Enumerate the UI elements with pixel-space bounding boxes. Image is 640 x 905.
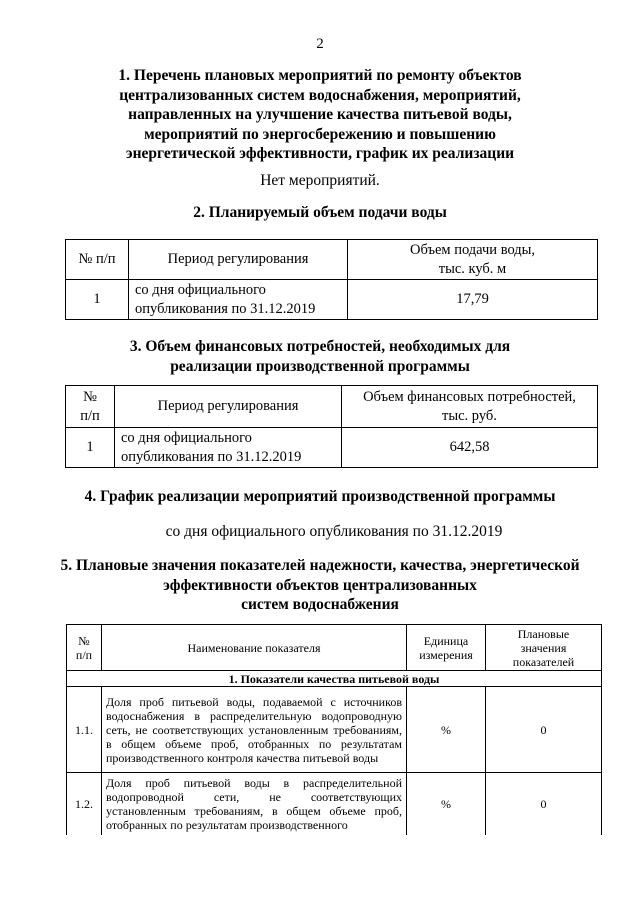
table-header-row [66,386,598,428]
header-num-line: п/п [80,407,100,424]
row-period [129,280,348,320]
row-value: 17,79 [348,280,598,320]
table-row [67,687,602,773]
section1-note: Нет мероприятий. [260,172,380,189]
header-num-line: п/п [75,647,93,662]
header-num: № п/п [66,240,129,280]
section1-heading-line: мероприятий по энергосбережению и повышению [144,125,496,143]
table-header-row [66,240,598,280]
section5-heading-line: 5. Плановые значения показателей надежности, качества, энергетической [60,557,580,574]
row-indicator-name: Доля проб питьевой воды, подаваемой с источников водоснабжения в распределительную водопроводную сеть, не соответствующих установленным требованиям, в общем объеме проб, отобранных по результатам производственного контроля качества питьевой воды [102,687,407,773]
row-num: 1 [66,428,115,468]
row-num: 1 [66,280,129,320]
header-num [67,625,102,671]
header-plan-line: показателей [512,654,575,669]
section3-heading [0,337,640,376]
row-period [115,428,342,468]
header-plan-values [486,625,602,671]
header-finance-line: Объем финансовых потребностей, [363,388,576,405]
header-finance [342,386,598,428]
row-unit: % [407,687,486,773]
section1-heading-line: 1. Перечень плановых мероприятий по ремонту объектов [118,67,522,84]
header-num [66,386,115,428]
row-unit: % [407,773,486,835]
indicators-table [66,624,602,835]
section1-heading-line: направленных на улучшение качества питьевой воды, [128,106,512,123]
section1-heading-line: централизованных систем водоснабжения, мероприятий, [119,86,521,104]
supply-volume-table [65,239,598,320]
row-value: 642,58 [342,428,598,468]
header-volume [348,240,598,280]
section5-heading-line: систем водоснабжения [241,596,399,613]
section2-heading: 2. Планируемый объем подачи воды [193,204,447,221]
header-unit-line: измерения [419,647,473,662]
page-number: 2 [316,36,324,52]
section1-heading-line: энергетической эффективности, график их реализации [125,145,515,162]
header-num-line: № [78,633,90,648]
section1-heading [0,66,640,164]
header-num-line: № [83,388,97,405]
header-period: Период регулирования [115,386,342,428]
section4-note: со дня официального опубликования по 31.12.2019 [165,523,503,540]
header-finance-line: тыс. руб. [442,407,497,424]
subheader-quality: 1. Показатели качества питьевой воды [67,671,602,687]
row-indicator-name: Доля проб питьевой воды в распределительной водопроводной сети, не соответствующих установленным требованиям, в общем объеме проб, отобранных по результатам производственного [102,773,407,835]
table-row [67,773,602,835]
header-volume-line: тыс. куб. м [438,260,507,277]
table-subheader-row [67,671,602,687]
table-row [66,428,598,468]
row-num: 1.1. [67,687,102,773]
header-unit-line: Единица [423,633,469,648]
header-plan-line: Плановые [517,626,570,641]
table-row [66,280,598,320]
row-value: 0 [486,773,602,835]
section4-heading: 4. График реализации мероприятий производственной программы [84,488,556,505]
row-value: 0 [486,687,602,773]
period-line: опубликования по 31.12.2019 [135,300,316,317]
header-period: Период регулирования [129,240,348,280]
financial-needs-table [65,385,598,468]
section3-heading-line: реализации производственной программы [170,357,470,375]
section3-heading-line: 3. Объем финансовых потребностей, необходимых для [129,338,511,355]
period-line: со дня официального [121,429,252,446]
period-line: опубликования по 31.12.2019 [121,448,302,465]
period-line: со дня официального [135,281,266,298]
section5-heading [0,556,640,615]
header-volume-line: Объем подачи воды, [409,241,536,258]
header-unit [407,625,486,671]
table-header-row [67,625,602,671]
header-indicator-name: Наименование показателя [102,625,407,671]
row-num: 1.2. [67,773,102,835]
header-plan-line: значения [520,640,567,655]
section5-heading-line: эффективности объектов централизованных [163,576,477,594]
